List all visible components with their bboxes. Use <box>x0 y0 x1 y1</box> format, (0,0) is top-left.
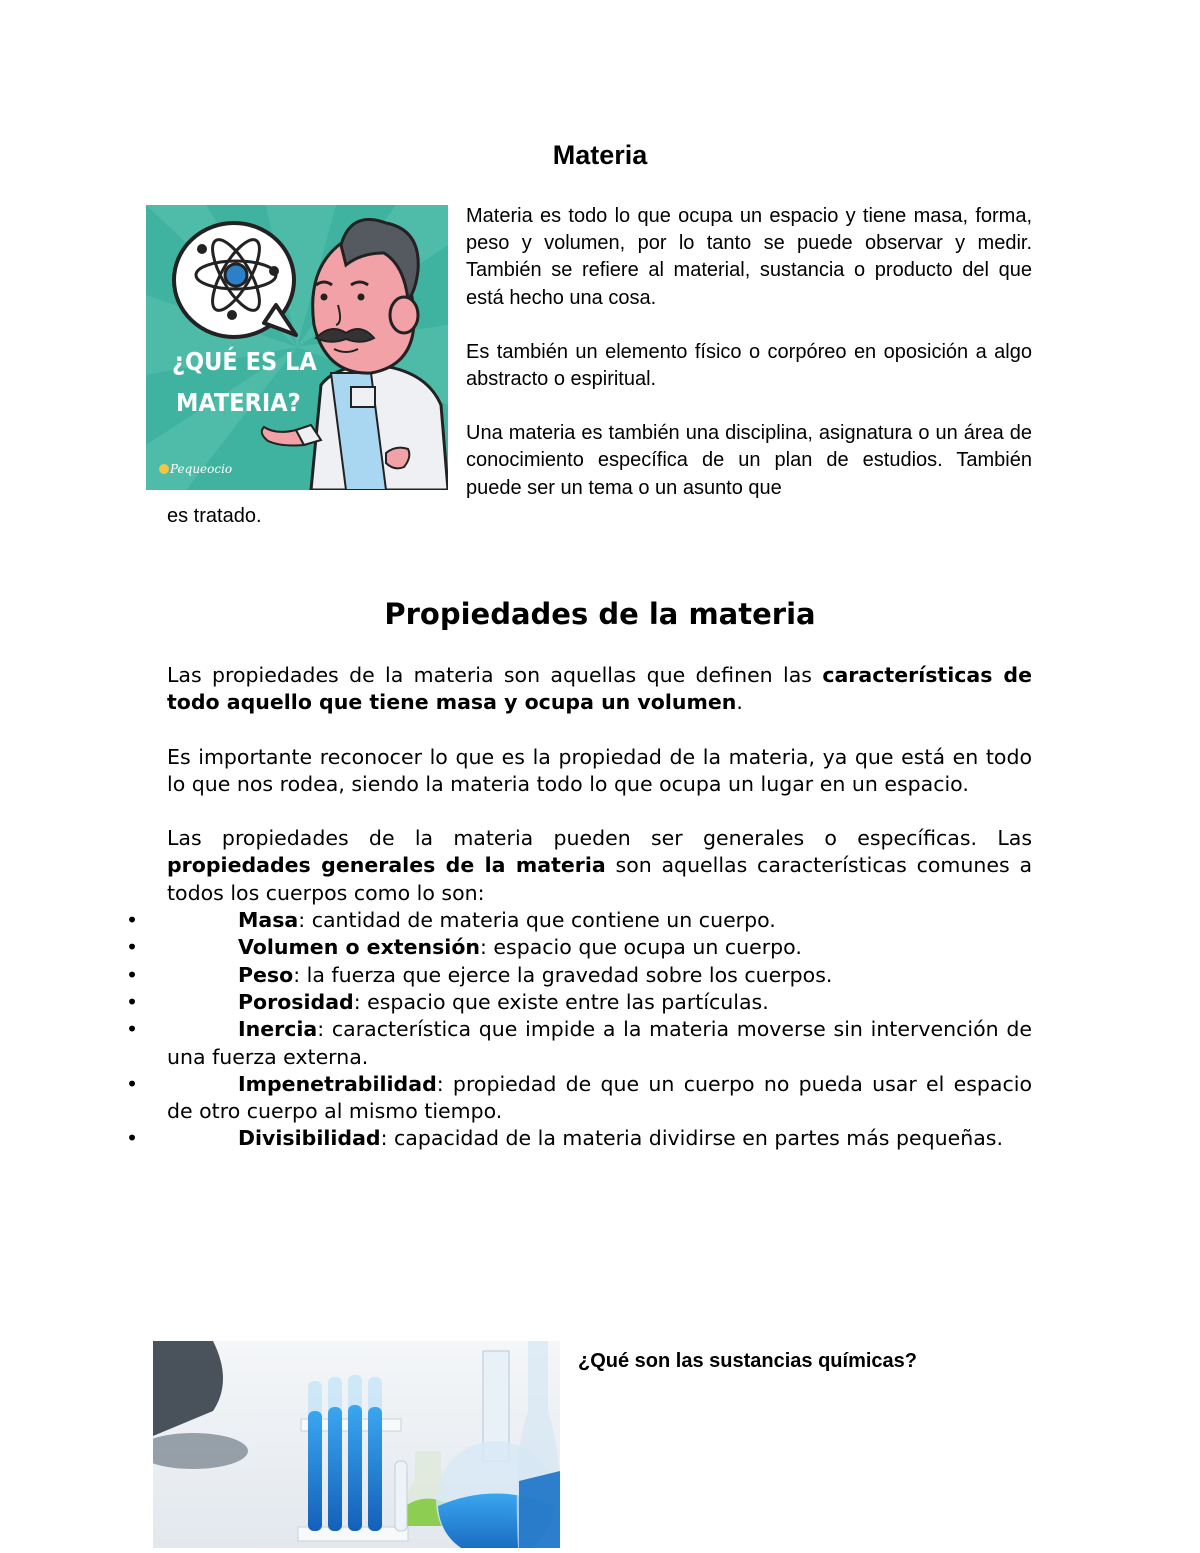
lab-glassware-photo <box>153 1341 560 1548</box>
materia-paragraph-3: Una materia es también una disciplina, asignatura o un área de conocimiento específica de un plan de estudios. También puede ser un tema o un asunto que <box>466 422 1032 499</box>
list-item: • Masa: cantidad de materia que contiene un cuerpo. <box>126 908 776 933</box>
materia-paragraph-2: Es también un elemento físico o corpóreo en oposición a algo abstracto o espiritual. <box>466 340 1032 391</box>
illustration-que-es-la-materia <box>146 205 448 490</box>
materia-definition <box>466 203 1032 502</box>
materia-paragraph-3-tail: es tratado. <box>167 505 262 527</box>
propiedades-section <box>126 662 1033 1153</box>
title-materia: Materia <box>552 140 648 170</box>
propiedades-paragraph-3: Las propiedades de la materia pueden ser generales o específicas. Las propiedades generales de la materia son aquellas características comunes a todos los cuerpos como lo son: <box>167 826 1033 905</box>
list-item: • Peso: la fuerza que ejerce la gravedad sobre los cuerpos. <box>126 962 833 987</box>
svg-text:¿QUÉ ES LA: ¿QUÉ ES LA <box>172 347 317 376</box>
materia-paragraph-1: Materia es todo lo que ocupa un espacio y tiene masa, forma, peso y volumen, por lo tanto se puede observar y medir. También se refiere al material, sustancia o producto del que está hecho una cosa. <box>466 205 1032 309</box>
list-item: • Porosidad: espacio que existe entre las partículas. <box>126 989 769 1014</box>
list-item: • Inercia: característica que impide a la materia moverse sin intervención de una fuerza externa. <box>126 1017 1032 1069</box>
propiedades-paragraph-2: Es importante reconocer lo que es la propiedad de la materia, ya que está en todo lo que nos rodea, siendo la materia todo lo que ocupa un lugar en un espacio. <box>167 744 1032 796</box>
svg-text:MATERIA?: MATERIA? <box>176 388 301 417</box>
svg-text:Pequeocio: Pequeocio <box>170 462 233 476</box>
list-item: • Impenetrabilidad: propiedad de que un cuerpo no pueda usar el espacio de otro cuerpo al mismo tiempo. <box>126 1071 1032 1124</box>
title-propiedades: Propiedades de la materia <box>384 597 816 631</box>
general-properties-list <box>126 907 1032 1153</box>
list-item: • Volumen o extensión: espacio que ocupa un cuerpo. <box>126 935 802 960</box>
propiedades-paragraph-1: Las propiedades de la materia son aquellas que definen las características de todo aquello que tiene masa y ocupa un volumen. <box>167 663 1032 715</box>
question-heading: ¿Qué son las sustancias químicas? <box>578 1350 918 1372</box>
list-item: • Divisibilidad: capacidad de la materia dividirse en partes más pequeñas. <box>126 1126 1003 1151</box>
